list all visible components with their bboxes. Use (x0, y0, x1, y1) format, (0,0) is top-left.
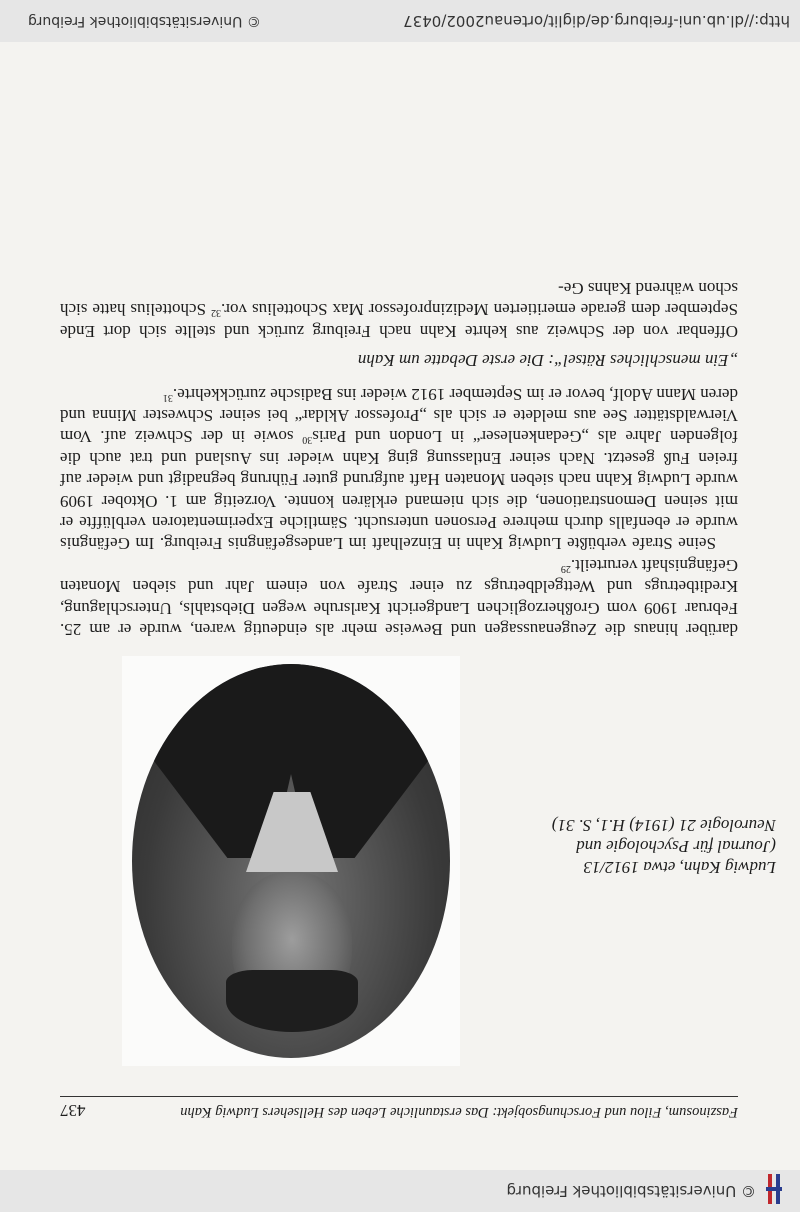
caption-line-1: Ludwig Kahn, etwa 1912/13 (583, 858, 776, 877)
portrait-oval-frame (132, 664, 450, 1058)
footnote-ref-29: 29 (560, 562, 571, 574)
copyright-notice: © Universitätsbibliothek Freiburg (506, 1182, 756, 1200)
paragraph-2: Seine Strafe verbüßte Ludwig Kahn in Einzelhaft im Landesgefängnis Freiburg. Im Gefängnis wurde er ebenfalls durch mehrere Personen untersucht. Sämtliche Experimentatoren verblüffte er mit seinen Demonstrationen, die sich niemand erklären konnte. Vorzeitig am 1. Oktober 1909 wurde Ludwig Kahn nach sieben Monaten Haft aufgrund guter Führung begnadigt und wieder auf freien Fuß gesetzt. Nach seiner Entlassung ging Kahn wieder ins Ausland und trat auch die folgenden Jahre als „Gedankenleser“ in London und Paris$^{30}$ sowie in der Schweiz auf. Vom Vierwaldstätter See aus meldete er sich als „Professor Akldar“ bei seiner Schwester Minna und deren Mann Adolf, bevor er im September 1912 wieder ins Badische zurückkehrte.$^{31}$ (59, 384, 738, 554)
caption-line-3: Neurologie 21 (1914) H.1, S. 31) (551, 816, 776, 835)
document-url-link[interactable]: http://dl.ub.uni-freiburg.de/diglit/ortenau2002/0437 (403, 12, 790, 30)
body-text (60, 278, 738, 641)
page-number: 437 (60, 1101, 86, 1120)
footnote-ref-30: 30 (302, 434, 313, 446)
portrait-photo (122, 656, 460, 1066)
running-head-title: Faszinosum, Filou und Forschungsobjekt: Das erstaunliche Leben des Hellsehers Ludwig Kahn (180, 1104, 738, 1120)
copyright-notice-bottom: © Universitätsbibliothek Freiburg (28, 13, 261, 29)
caption-line-2: (Journal für Psychologie und (576, 837, 776, 856)
footnote-ref-31: 31 (162, 391, 173, 403)
viewer-bottom-bar (0, 0, 800, 42)
portrait-hair (226, 970, 358, 1032)
running-head (60, 1096, 738, 1120)
viewer-top-bar (0, 1170, 800, 1212)
library-logo-icon (766, 1174, 782, 1204)
footnote-ref-32: 32 (211, 307, 221, 319)
figure-caption (480, 815, 776, 878)
paragraph-1: darüber hinaus die Zeugenaussagen und Beweise mehr als eindeutig waren, wurde er am 25. Februar 1909 vom Großherzoglichen Landgericht Karlsruhe wegen Diebstahls, Unterschlagung, Kreditbetrugs und Wettgeldbetrugs zu einer Strafe von einem Jahr und sieben Monaten Gefängnishaft verurteilt.$^{29}$ (60, 555, 738, 639)
paragraph-3: Offenbar von der Schweiz aus kehrte Kahn nach Freiburg zurück und stellte sich dort Ende September dem gerade emeritierten Medizinprofessor Max Schottelius vor.$^{32}$ Schottelius hatte sich schon während Kahns Ge- (60, 278, 738, 341)
section-heading: „Ein menschliches Rätsel“: Die erste Debatte um Kahn (357, 351, 738, 371)
